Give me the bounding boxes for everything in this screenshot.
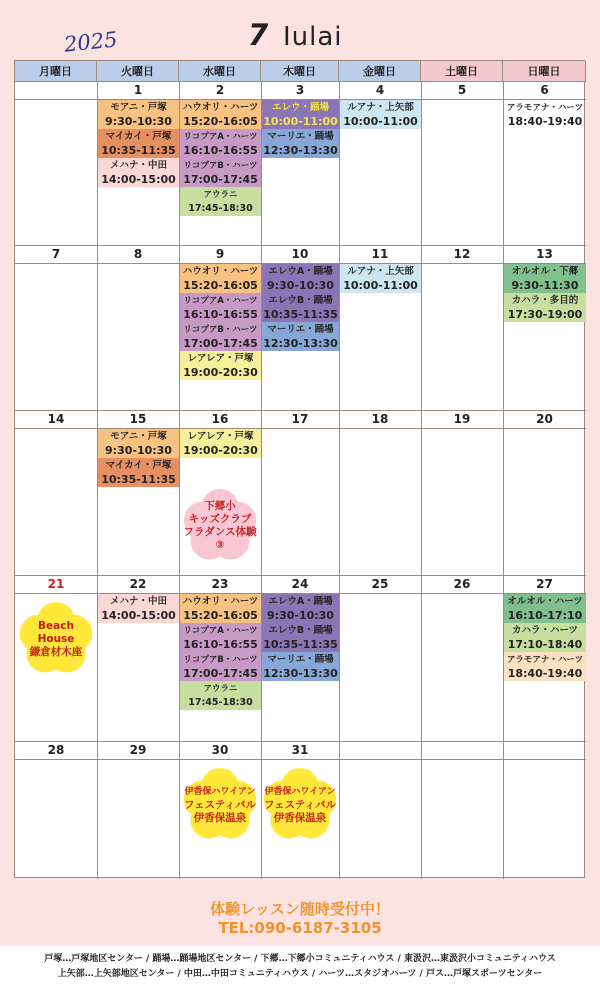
lesson-event[interactable] (340, 264, 421, 293)
lesson-time: 18:40-19:40 (507, 115, 583, 128)
lesson-name: レアレア・戸塚 (187, 353, 254, 364)
lesson-time: 9:30-10:30 (105, 444, 172, 457)
lesson-name: リコプアA・ハーツ (183, 296, 258, 306)
lesson-time: 16:10-16:55 (183, 638, 258, 651)
day-number (421, 741, 503, 759)
lesson-event[interactable] (98, 100, 179, 129)
lesson-time: 17:45-18:30 (188, 697, 253, 708)
lesson-time: 17:45-18:30 (188, 203, 253, 214)
lesson-name: リコプアB・ハーツ (183, 161, 258, 171)
venue-legend-line: 上矢部…上矢部地区センター / 中田…中田コミュニティハウス / ハーツ…スタジオハーツ / 戸ス…戸塚スポーツセンター (57, 969, 543, 979)
day-number: 4 (375, 83, 385, 97)
lesson-event[interactable] (98, 594, 179, 623)
lesson-event[interactable] (180, 652, 261, 681)
lesson-time: 16:10-16:55 (183, 144, 258, 157)
lesson-time: 10:35-11:35 (101, 144, 176, 157)
lesson-name: エレウA・踊場 (268, 266, 333, 277)
lesson-event[interactable] (180, 594, 261, 623)
lesson-time: 15:20-16:05 (183, 609, 258, 622)
day-number: 5 (457, 83, 467, 97)
lesson-time: 18:40-19:40 (507, 667, 583, 680)
day-number: 11 (371, 247, 389, 261)
day-number: 3 (295, 83, 305, 97)
lesson-time: 19:00-20:30 (183, 444, 258, 457)
lesson-name: カハラ・ハーツ (511, 625, 579, 636)
lesson-time: 15:20-16:05 (183, 279, 258, 292)
lesson-name: オルオル・下郷 (511, 266, 579, 277)
day-number: 30 (211, 743, 229, 757)
lesson-name: アラモアナ・ハーツ (506, 103, 584, 113)
day-number: 31 (291, 743, 309, 757)
lesson-time: 14:00-15:00 (101, 173, 176, 186)
day-number: 15 (129, 412, 147, 426)
lesson-time: 12:30-13:30 (263, 667, 338, 680)
day-number: 16 (211, 412, 229, 426)
event-flower-badge (262, 767, 338, 843)
lesson-event[interactable] (504, 623, 586, 652)
venue-legend (0, 952, 600, 982)
lesson-time: 10:35-11:35 (263, 638, 338, 651)
lesson-time: 9:30-11:30 (511, 279, 579, 292)
flower-text-line: 下郷小 (204, 500, 236, 512)
weekday-header: 月曜日 (15, 61, 97, 81)
month-name: Iulai (283, 22, 343, 52)
lesson-name: リコプアA・ハーツ (183, 626, 258, 636)
lesson-name: マイカイ・戸塚 (105, 131, 172, 142)
weekday-header: 日曜日 (503, 61, 586, 81)
lesson-event[interactable] (98, 158, 179, 187)
weekday-header: 土曜日 (421, 61, 503, 81)
flower-text-line: フェスティバル (264, 798, 336, 811)
lesson-event[interactable] (180, 264, 261, 293)
flower-text-line: 鎌倉材木座 (29, 645, 83, 658)
weekday-header: 火曜日 (97, 61, 179, 81)
flower-text-line: キッズクラブ (188, 513, 252, 525)
lesson-event[interactable] (340, 100, 421, 129)
day-number (503, 741, 586, 759)
notice-text: 体験レッスン随時受付中！ (210, 900, 390, 918)
lesson-name: ルアナ・上矢部 (347, 102, 414, 113)
calendar-grid (14, 60, 585, 878)
flower-text-line: フラダンス体験 (183, 526, 257, 538)
lesson-event[interactable] (262, 100, 339, 129)
lesson-name: エレウB・踊場 (268, 295, 333, 306)
lesson-time: 19:00-20:30 (183, 366, 258, 379)
lesson-name: リコプアB・ハーツ (183, 325, 258, 335)
lesson-time: 14:00-15:00 (101, 609, 176, 622)
lesson-event[interactable] (180, 623, 261, 652)
lesson-event[interactable] (180, 429, 261, 458)
lesson-time: 16:10-16:55 (183, 308, 258, 321)
day-number: 21 (47, 577, 65, 591)
lesson-time: 10:35-11:35 (263, 308, 338, 321)
lesson-time: 15:20-16:05 (183, 115, 258, 128)
lesson-time: 12:30-13:30 (263, 144, 338, 157)
lesson-event[interactable] (504, 293, 586, 322)
lesson-name: マーリエ・踊場 (267, 654, 334, 665)
lesson-name: マイカイ・戸塚 (105, 460, 172, 471)
lesson-name: エレウ・踊場 (271, 102, 329, 113)
lesson-time: 10:35-11:35 (101, 473, 176, 486)
lesson-name: モアニ・戸塚 (110, 431, 167, 442)
lesson-time: 17:00-17:45 (183, 337, 258, 350)
lesson-name: アラモアナ・ハーツ (506, 655, 584, 665)
day-number: 17 (291, 412, 309, 426)
lesson-event[interactable] (98, 129, 179, 158)
day-number-divider (15, 759, 586, 760)
lesson-event[interactable] (98, 429, 179, 458)
lesson-name: カハラ・多目的 (511, 295, 579, 306)
lesson-time: 9:30-10:30 (105, 115, 172, 128)
lesson-time: 17:30-19:00 (507, 308, 583, 321)
day-number: 28 (47, 743, 65, 757)
lesson-event[interactable] (180, 322, 261, 351)
weekday-header: 水曜日 (179, 61, 261, 81)
lesson-name: メハナ・中田 (110, 596, 167, 607)
day-number: 19 (453, 412, 471, 426)
venue-legend-line: 戸塚…戸塚地区センター / 踊場…踊場地区センター / 下郷…下郷小コミュニティハウス / 東汲沢…東汲沢小コミュニティハウス (44, 954, 556, 964)
lesson-event[interactable] (180, 681, 261, 710)
lesson-event[interactable] (180, 158, 261, 187)
lesson-time: 10:00-11:00 (263, 115, 338, 128)
event-flower-badge (182, 488, 258, 564)
lesson-event[interactable] (98, 458, 179, 487)
lesson-name: エレウB・踊場 (268, 625, 333, 636)
day-number: 22 (129, 577, 147, 591)
lesson-name: アウラニ (203, 684, 238, 694)
lesson-time: 9:30-10:30 (267, 279, 334, 292)
lesson-name: アウラニ (203, 190, 238, 200)
day-number: 2 (215, 83, 225, 97)
day-number: 20 (536, 412, 553, 426)
lesson-name: リコプアA・ハーツ (183, 132, 258, 142)
day-number: 8 (133, 247, 143, 261)
lesson-time: 17:00-17:45 (183, 667, 258, 680)
lesson-event[interactable] (504, 652, 586, 681)
weekday-header: 金曜日 (339, 61, 421, 81)
day-number (339, 741, 421, 759)
flower-text-line: 伊香保ハワイアン (264, 786, 336, 797)
day-number: 10 (291, 247, 309, 261)
day-number: 29 (129, 743, 147, 757)
flower-text-line: ③ (215, 539, 225, 551)
day-number (15, 81, 97, 99)
flower-text-line: Beach (38, 619, 74, 632)
day-number: 24 (291, 577, 309, 591)
flower-text-line: 伊香保温泉 (273, 811, 327, 824)
lesson-name: ハウオリ・ハーツ (182, 596, 259, 607)
lesson-event[interactable] (504, 264, 586, 293)
day-number: 1 (133, 83, 143, 97)
day-number: 18 (371, 412, 389, 426)
lesson-time: 10:00-11:00 (343, 279, 418, 292)
event-flower-badge (182, 767, 258, 843)
flower-text-line: フェスティバル (184, 798, 256, 811)
lesson-time: 12:30-13:30 (263, 337, 338, 350)
lesson-name: メハナ・中田 (110, 160, 167, 171)
weekday-header: 木曜日 (261, 61, 339, 81)
day-number: 12 (453, 247, 471, 261)
day-number: 14 (47, 412, 65, 426)
lesson-name: ハウオリ・ハーツ (182, 266, 259, 277)
trial-lesson-notice (0, 900, 600, 938)
flower-text-line: House (37, 632, 75, 645)
lesson-name: リコプアB・ハーツ (183, 655, 258, 665)
event-flower-badge (18, 601, 94, 677)
lesson-time: 17:10-18:40 (507, 638, 583, 651)
lesson-event[interactable] (180, 293, 261, 322)
lesson-time: 10:00-11:00 (343, 115, 418, 128)
lesson-name: マーリエ・踊場 (267, 131, 334, 142)
lesson-name: ハウオリ・ハーツ (182, 102, 259, 113)
phone-number: TEL:090-6187-3105 (218, 919, 382, 937)
year-label: 2025 (62, 27, 119, 57)
lesson-event[interactable] (262, 129, 339, 158)
day-number: 27 (536, 577, 553, 591)
lesson-name: マーリエ・踊場 (267, 324, 334, 335)
lesson-event[interactable] (504, 100, 586, 129)
lesson-time: 16:10-17:10 (507, 609, 583, 622)
lesson-name: エレウA・踊場 (268, 596, 333, 607)
day-number: 7 (51, 247, 61, 261)
lesson-event[interactable] (180, 351, 261, 380)
day-number: 9 (215, 247, 225, 261)
lesson-time: 17:00-17:45 (183, 173, 258, 186)
flower-text-line: 伊香保温泉 (193, 811, 247, 824)
lesson-event[interactable] (180, 187, 261, 216)
lesson-event[interactable] (262, 652, 339, 681)
lesson-event[interactable] (262, 264, 339, 293)
day-number: 13 (536, 247, 553, 261)
lesson-event[interactable] (180, 100, 261, 129)
lesson-name: オルオル・ハーツ (507, 596, 583, 607)
day-number: 25 (371, 577, 389, 591)
lesson-time: 9:30-10:30 (267, 609, 334, 622)
lesson-event[interactable] (262, 594, 339, 623)
lesson-name: モアニ・戸塚 (110, 102, 167, 113)
lesson-event[interactable] (262, 623, 339, 652)
lesson-event[interactable] (262, 322, 339, 351)
month-number: 7 (248, 18, 269, 52)
flower-text-line: 伊香保ハワイアン (184, 786, 256, 797)
lesson-event[interactable] (262, 293, 339, 322)
lesson-event[interactable] (504, 594, 586, 623)
day-number: 26 (453, 577, 471, 591)
day-number: 23 (211, 577, 229, 591)
lesson-name: レアレア・戸塚 (187, 431, 254, 442)
lesson-event[interactable] (180, 129, 261, 158)
day-number: 6 (540, 83, 549, 97)
lesson-name: ルアナ・上矢部 (347, 266, 414, 277)
